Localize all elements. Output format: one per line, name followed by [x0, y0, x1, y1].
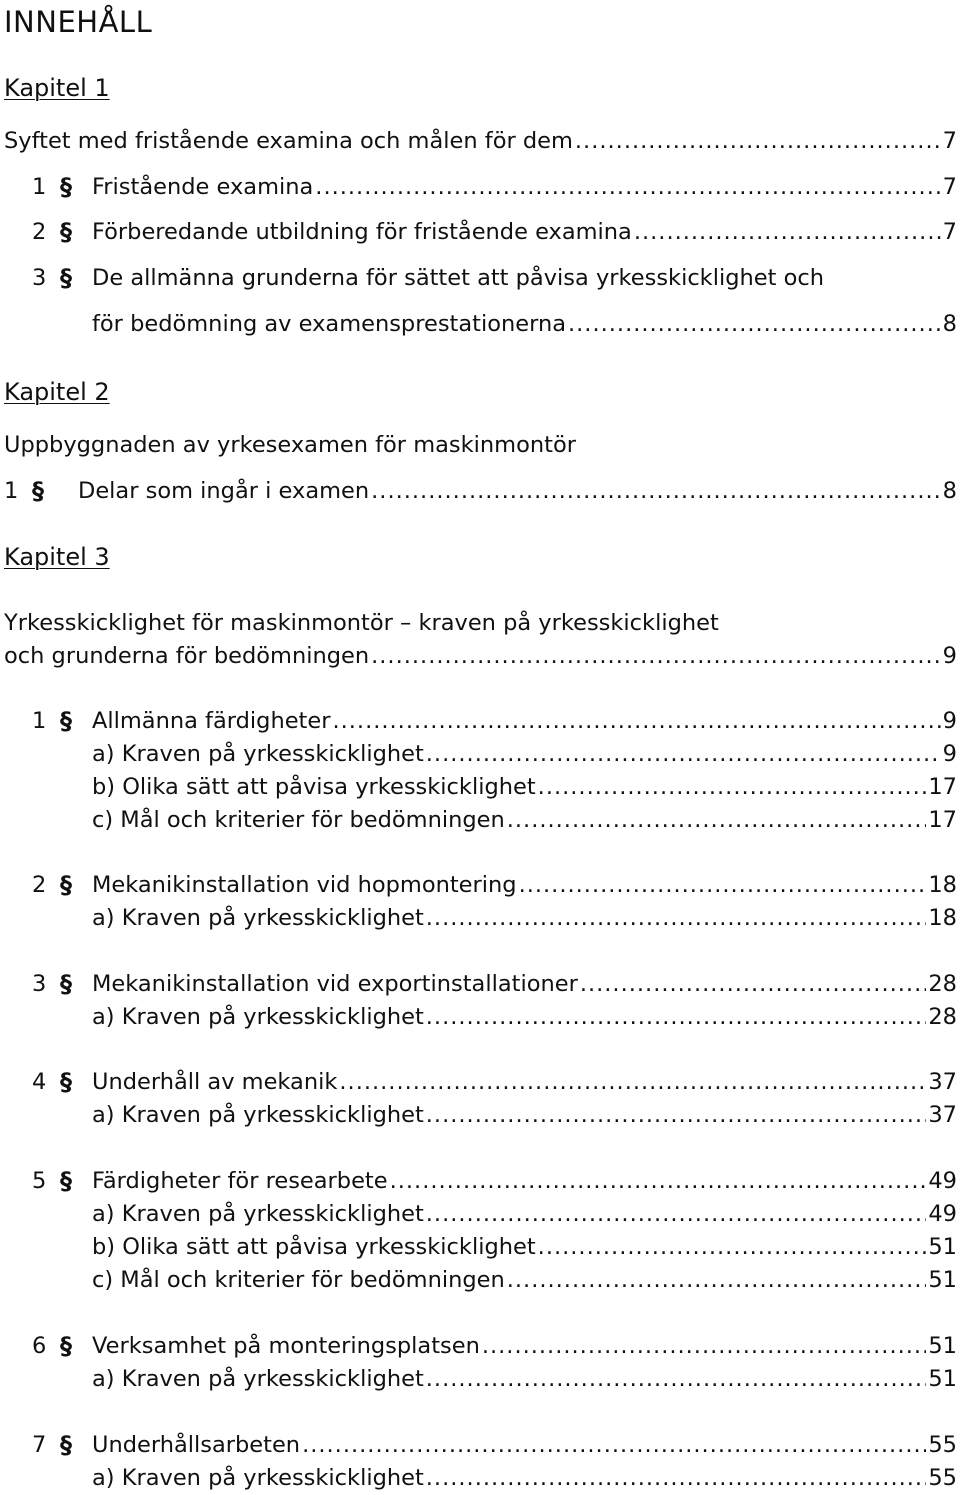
dot-leader	[426, 1099, 927, 1131]
toc-label: Fristående examina	[92, 174, 314, 200]
section-number: 1	[32, 708, 47, 734]
dot-leader	[371, 640, 941, 672]
dot-leader	[426, 1001, 927, 1033]
toc-label: c) Mål och kriterier för bedömningen	[92, 1267, 505, 1293]
toc-entry-ch2-1[interactable]	[0, 475, 957, 507]
toc-page-number: 9	[942, 741, 957, 767]
toc-entry-subsection[interactable]	[0, 902, 957, 934]
dot-leader	[332, 705, 940, 737]
toc-page-number: 7	[942, 219, 957, 245]
dot-leader	[315, 171, 940, 203]
toc-entry-subsection[interactable]	[0, 1462, 957, 1494]
toc-label: c) Mål och kriterier för bedömningen	[92, 807, 505, 833]
section-number: 2	[32, 872, 47, 898]
toc-page-number: 51	[928, 1267, 957, 1293]
toc-entry-section[interactable]	[0, 1330, 957, 1362]
toc-label: Mekanikinstallation vid exportinstallationer	[92, 971, 578, 997]
toc-label: a) Kraven på yrkesskicklighet	[92, 905, 424, 931]
chapter-3-heading[interactable]: Kapitel 3	[4, 543, 110, 571]
toc-page-number: 8	[942, 478, 957, 504]
toc-entry-section[interactable]	[0, 1429, 957, 1461]
chapter-3-intro: Yrkesskicklighet för maskinmontör – kraven på yrkesskicklighet	[4, 610, 719, 636]
toc-entry-ch1-intro[interactable]	[0, 125, 957, 157]
toc-label: a) Kraven på yrkesskicklighet	[92, 1102, 424, 1128]
toc-label: a) Kraven på yrkesskicklighet	[92, 741, 424, 767]
section-sign-icon: §	[60, 871, 72, 899]
section-sign-icon: §	[32, 477, 44, 505]
dot-leader	[575, 125, 941, 157]
section-number: 1	[4, 478, 19, 504]
dot-leader	[339, 1066, 926, 1098]
toc-page-number: 55	[928, 1432, 957, 1458]
toc-label: Allmänna färdigheter	[92, 708, 331, 734]
toc-label: Underhåll av mekanik	[92, 1069, 338, 1095]
toc-label: Förberedande utbildning för fristående examina	[92, 219, 632, 245]
section-sign-icon: §	[60, 1068, 72, 1096]
toc-page-number: 49	[928, 1168, 957, 1194]
toc-page-number: 51	[928, 1366, 957, 1392]
toc-entry-section[interactable]	[0, 1066, 957, 1098]
toc-page-number: 28	[928, 1004, 957, 1030]
toc-label: Syftet med fristående examina och målen för dem	[4, 128, 573, 154]
section-number: 3	[32, 971, 47, 997]
dot-leader	[568, 308, 941, 340]
toc-page-number: 37	[928, 1102, 957, 1128]
toc-page-number: 9	[942, 643, 957, 669]
section-sign-icon: §	[60, 1332, 72, 1360]
toc-label: a) Kraven på yrkesskicklighet	[92, 1004, 424, 1030]
section-number: 2	[32, 219, 47, 245]
section-sign-icon: §	[60, 1431, 72, 1459]
toc-label: a) Kraven på yrkesskicklighet	[92, 1201, 424, 1227]
section-number: 5	[32, 1168, 47, 1194]
toc-entry-section[interactable]	[0, 705, 957, 737]
section-number: 4	[32, 1069, 47, 1095]
dot-leader	[634, 216, 941, 248]
dot-leader	[302, 1429, 926, 1461]
dot-leader	[519, 869, 927, 901]
toc-page-number: 18	[928, 905, 957, 931]
section-sign-icon: §	[60, 1167, 72, 1195]
toc-entry-subsection[interactable]	[0, 1001, 957, 1033]
dot-leader	[371, 475, 941, 507]
chapter-2-heading[interactable]: Kapitel 2	[4, 378, 110, 406]
section-number: 7	[32, 1432, 47, 1458]
dot-leader	[426, 1462, 927, 1494]
toc-label: b) Olika sätt att påvisa yrkesskicklighet	[92, 1234, 536, 1260]
page-title: INNEHÅLL	[4, 5, 153, 39]
toc-label: De allmänna grunderna för sättet att påvisa yrkesskicklighet och	[92, 265, 824, 291]
dot-leader	[538, 1231, 927, 1263]
section-sign-icon: §	[60, 707, 72, 735]
toc-page-number: 55	[928, 1465, 957, 1491]
toc-page-number: 7	[942, 174, 957, 200]
dot-leader	[507, 1264, 927, 1296]
dot-leader	[507, 804, 927, 836]
toc-label: och grunderna för bedömningen	[4, 643, 370, 669]
dot-leader	[580, 968, 927, 1000]
toc-entry-section[interactable]	[0, 968, 957, 1000]
toc-label: a) Kraven på yrkesskicklighet	[92, 1366, 424, 1392]
section-sign-icon: §	[60, 173, 72, 201]
toc-label: Färdigheter för researbete	[92, 1168, 388, 1194]
toc-label: Mekanikinstallation vid hopmontering	[92, 872, 517, 898]
toc-entry-subsection[interactable]	[0, 1099, 957, 1131]
dot-leader	[390, 1165, 927, 1197]
section-sign-icon: §	[60, 218, 72, 246]
chapter-1-heading[interactable]: Kapitel 1	[4, 74, 110, 102]
toc-page-number: 17	[928, 774, 957, 800]
toc-entry-section[interactable]	[0, 1165, 957, 1197]
toc-entry-subsection[interactable]	[0, 738, 957, 770]
toc-entry-subsection[interactable]	[0, 1264, 957, 1296]
toc-page-number: 28	[928, 971, 957, 997]
toc-page-number: 51	[928, 1333, 957, 1359]
toc-page-number: 8	[942, 311, 957, 337]
dot-leader	[426, 902, 927, 934]
toc-page-number: 49	[928, 1201, 957, 1227]
toc-label: Underhållsarbeten	[92, 1432, 301, 1458]
toc-page-number: 51	[928, 1234, 957, 1260]
toc-page-number: 7	[942, 128, 957, 154]
toc-entry-ch3-intro[interactable]	[0, 640, 957, 672]
toc-entry-ch1-3-line1[interactable]	[0, 262, 957, 294]
toc-entry-subsection[interactable]	[0, 1363, 957, 1395]
section-number: 3	[32, 265, 47, 291]
toc-page-number: 18	[928, 872, 957, 898]
toc-entry-subsection[interactable]	[0, 771, 957, 803]
toc-entry-ch1-2[interactable]	[0, 216, 957, 248]
toc-entry-section[interactable]	[0, 869, 957, 901]
section-number: 1	[32, 174, 47, 200]
dot-leader	[426, 1198, 927, 1230]
toc-label: b) Olika sätt att påvisa yrkesskicklighet	[92, 774, 536, 800]
toc-page-number: 17	[928, 807, 957, 833]
toc-page-number: 37	[928, 1069, 957, 1095]
dot-leader	[538, 771, 927, 803]
toc-label-continued: för bedömning av examensprestationerna	[92, 311, 566, 337]
toc-label: Delar som ingår i examen	[78, 478, 370, 504]
toc-entry-subsection[interactable]	[0, 804, 957, 836]
toc-entry-ch1-1[interactable]	[0, 171, 957, 203]
dot-leader	[426, 738, 941, 770]
chapter-2-intro: Uppbyggnaden av yrkesexamen för maskinmontör	[4, 432, 576, 458]
dot-leader	[482, 1330, 927, 1362]
toc-page-number: 9	[942, 708, 957, 734]
toc-entry-subsection[interactable]	[0, 1198, 957, 1230]
toc-entry-subsection[interactable]	[0, 1231, 957, 1263]
section-sign-icon: §	[60, 264, 72, 292]
toc-label: Verksamhet på monteringsplatsen	[92, 1333, 480, 1359]
dot-leader	[426, 1363, 927, 1395]
toc-label: a) Kraven på yrkesskicklighet	[92, 1465, 424, 1491]
section-sign-icon: §	[60, 970, 72, 998]
toc-entry-ch1-3-line2[interactable]	[0, 308, 957, 340]
section-number: 6	[32, 1333, 47, 1359]
